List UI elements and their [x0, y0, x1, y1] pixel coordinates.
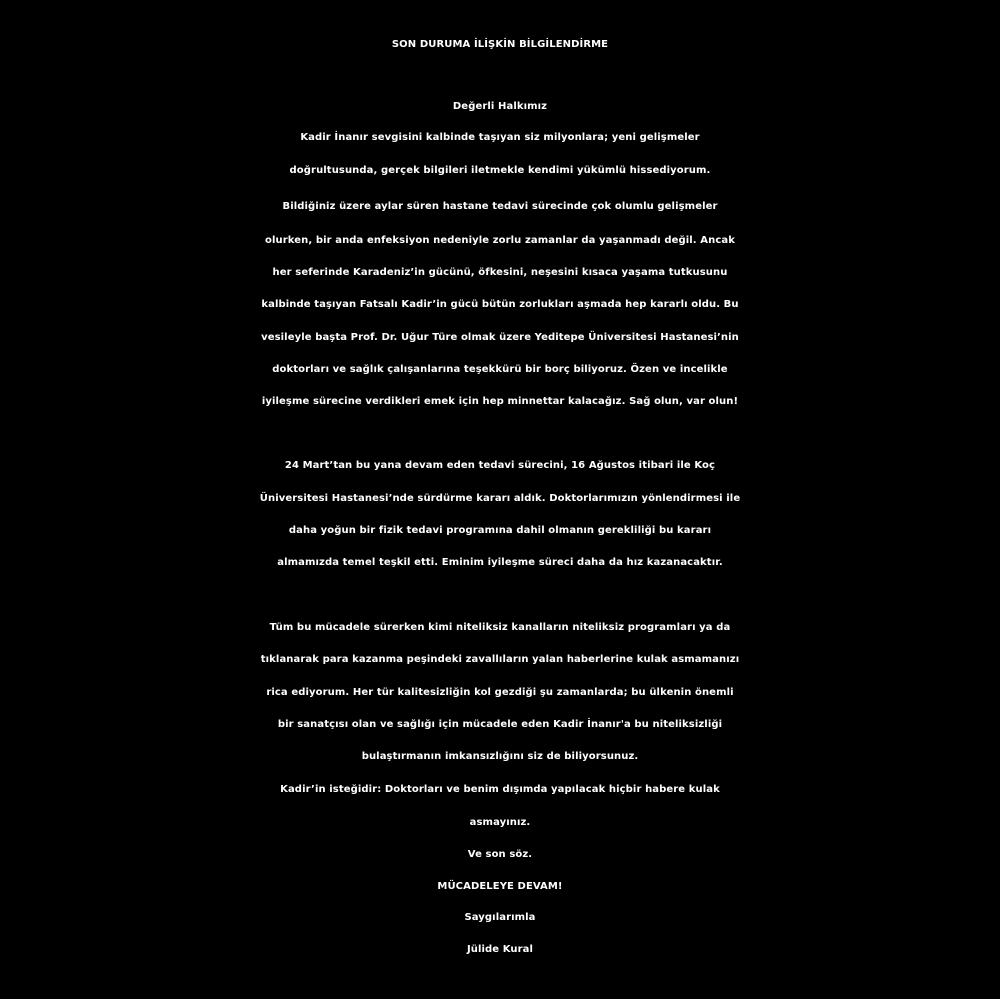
paragraph3-line: rica ediyorum. Her tür kalitesizliğin kol gezdiği şu zamanlarda; bu ülkenin önemli	[266, 687, 734, 698]
greeting: Değerli Halkımız	[452, 101, 548, 112]
paragraph1-line: olurken, bir anda enfeksiyon nedeniyle zorlu zamanlar da yaşanmadı değil. Ancak	[265, 235, 735, 246]
document-title: SON DURUMA İLİŞKİN BİLGİLENDİRME	[391, 39, 609, 50]
paragraph3-line: bir sanatçısı olan ve sağlığı için mücadele eden Kadir İnanır'a bu niteliksizliği	[277, 719, 723, 730]
closing-salutation: Saygılarımla	[464, 912, 536, 923]
paragraph2-line: 24 Mart’tan bu yana devam eden tedavi sürecini, 16 Ağustos itibari ile Koç	[284, 460, 716, 471]
paragraph3-line: bulaştırmanın imkansızlığını siz de biliyorsunuz.	[361, 751, 639, 762]
paragraph1-line: doğrultusunda, gerçek bilgileri iletmekle kendimi yükümlü hissediyorum.	[289, 165, 711, 176]
closing-line: Ve son söz.	[467, 849, 533, 860]
paragraph1-line: Bildiğiniz üzere aylar süren hastane tedavi sürecinde çok olumlu gelişmeler	[282, 201, 718, 212]
paragraph2-line: Üniversitesi Hastanesi’nde sürdürme kararı aldık. Doktorlarımızın yönlendirmesi ile	[259, 493, 741, 504]
closing-slogan: MÜCADELEYE DEVAM!	[437, 881, 563, 892]
paragraph3-line: tıklanarak para kazanma peşindeki zavallıların yalan haberlerine kulak asmamanızı	[260, 654, 740, 665]
paragraph2-line: almamızda temel teşkil etti. Eminim iyileşme süreci daha da hız kazanacaktır.	[277, 557, 723, 568]
paragraph1-line: doktorları ve sağlık çalışanlarına teşekkürü bir borç biliyoruz. Özen ve incelikle	[272, 364, 728, 375]
paragraph1-line: iyileşme sürecine verdikleri emek için hep minnettar kalacağız. Sağ olun, var olun!	[261, 396, 739, 407]
signature-name: Jülide Kural	[466, 944, 534, 955]
paragraph1-line: her seferinde Karadeniz’in gücünü, öfkesini, neşesini kısaca yaşama tutkusunu	[272, 267, 728, 278]
paragraph1-line: kalbinde taşıyan Fatsalı Kadir’in gücü bütün zorlukları aşmada hep kararlı oldu. Bu	[261, 299, 739, 310]
paragraph1-line: Kadir İnanır sevgisini kalbinde taşıyan siz milyonlara; yeni gelişmeler	[300, 132, 700, 143]
paragraph2-line: daha yoğun bir fizik tedavi programına dahil olmanın gerekliliği bu kararı	[288, 525, 712, 536]
paragraph3-line: Tüm bu mücadele sürerken kimi niteliksiz kanalların niteliksiz programları ya da	[269, 622, 731, 633]
closing-line: asmayınız.	[469, 817, 531, 828]
closing-line: Kadir’in isteğidir: Doktorları ve benim dışımda yapılacak hiçbir habere kulak	[280, 784, 720, 795]
paragraph1-line: vesileyle başta Prof. Dr. Uğur Türe olmak üzere Yeditepe Üniversitesi Hastanesi’nin	[261, 332, 739, 343]
